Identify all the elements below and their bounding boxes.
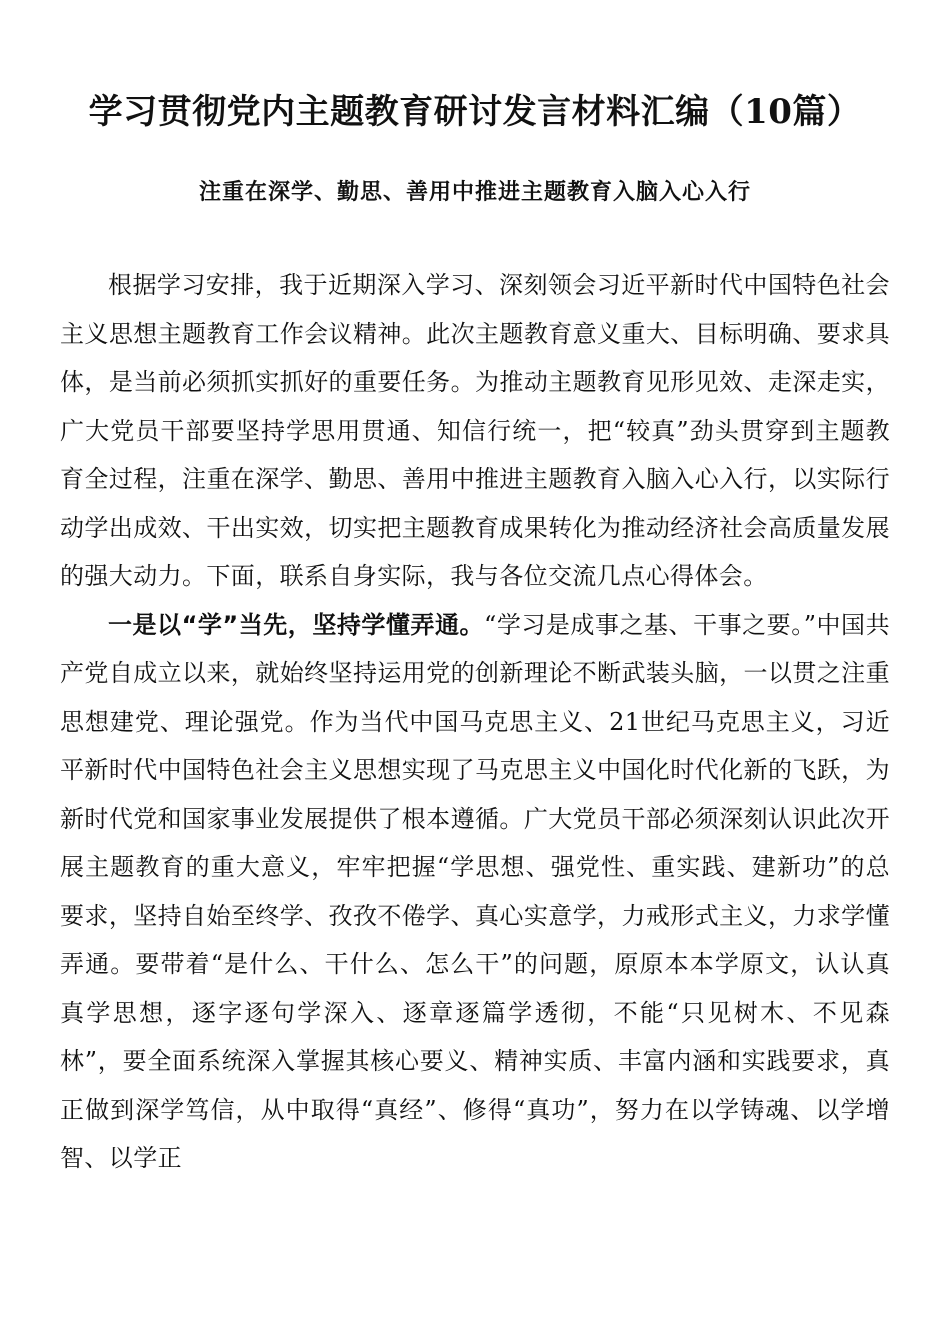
document-body (60, 261, 890, 1183)
paragraph-intro (60, 261, 890, 601)
document-subtitle: 注重在深学、勤思、善用中推进主题教育入脑入心入行 (198, 179, 751, 205)
paragraph-text: 根据学习安排，我于近期深入学习、深刻领会习近平新时代中国特色社会主义思想主题教育工作会议精神。此次主题教育意义重大、目标明确、要求具体，是当前必须抓实抓好的重要任务。为推动主题教育见形见效、走深走实，广大党员干部要坚持学思用贯通、知信行统一，把“较真”劲头贯穿到主题教育全过程，注重在深学、勤思、善用中推进主题教育入脑入心入行，以实际行动学出成效、干出实效，切实把主题教育成果转化为推动经济社会高质量发展的强大动力。下面，联系自身实际，我与各位交流几点心得体会。 (60, 271, 890, 590)
paragraph-text: “学习是成事之基、干事之要。”中国共产党自成立以来，就始终坚持运用党的创新理论不断武装头脑，一以贯之注重思想建党、理论强党。作为当代中国马克思主义、21世纪马克思主义，习近平新时代中国特色社会主义思想实现了马克思主义中国化时代化新的飞跃，为新时代党和国家事业发展提供了根本遵循。广大党员干部必须深刻认识此次开展主题教育的重大意义，牢牢把握“学思想、强党性、重实践、建新功”的总要求，坚持自始至终学、孜孜不倦学、真心实意学，力戒形式主义，力求学懂弄通。要带着“是什么、干什么、怎么干”的问题，原原本本学原文，认认真真学思想，逐字逐句学深入、逐章逐篇学透彻，不能“只见树木、不见森林”，要全面系统深入掌握其核心要义、精神实质、丰富内涵和实践要求，真正做到深学笃信，从中取得“真经”、修得“真功”，努力在以学铸魂、以学增智、以学正 (60, 610, 890, 1172)
paragraph-point-one (60, 601, 890, 1183)
document-title: 学习贯彻党内主题教育研讨发言材料汇编（10篇） (88, 92, 862, 132)
paragraph-lead: 一是以“学”当先，坚持学懂弄通。 (108, 610, 485, 639)
